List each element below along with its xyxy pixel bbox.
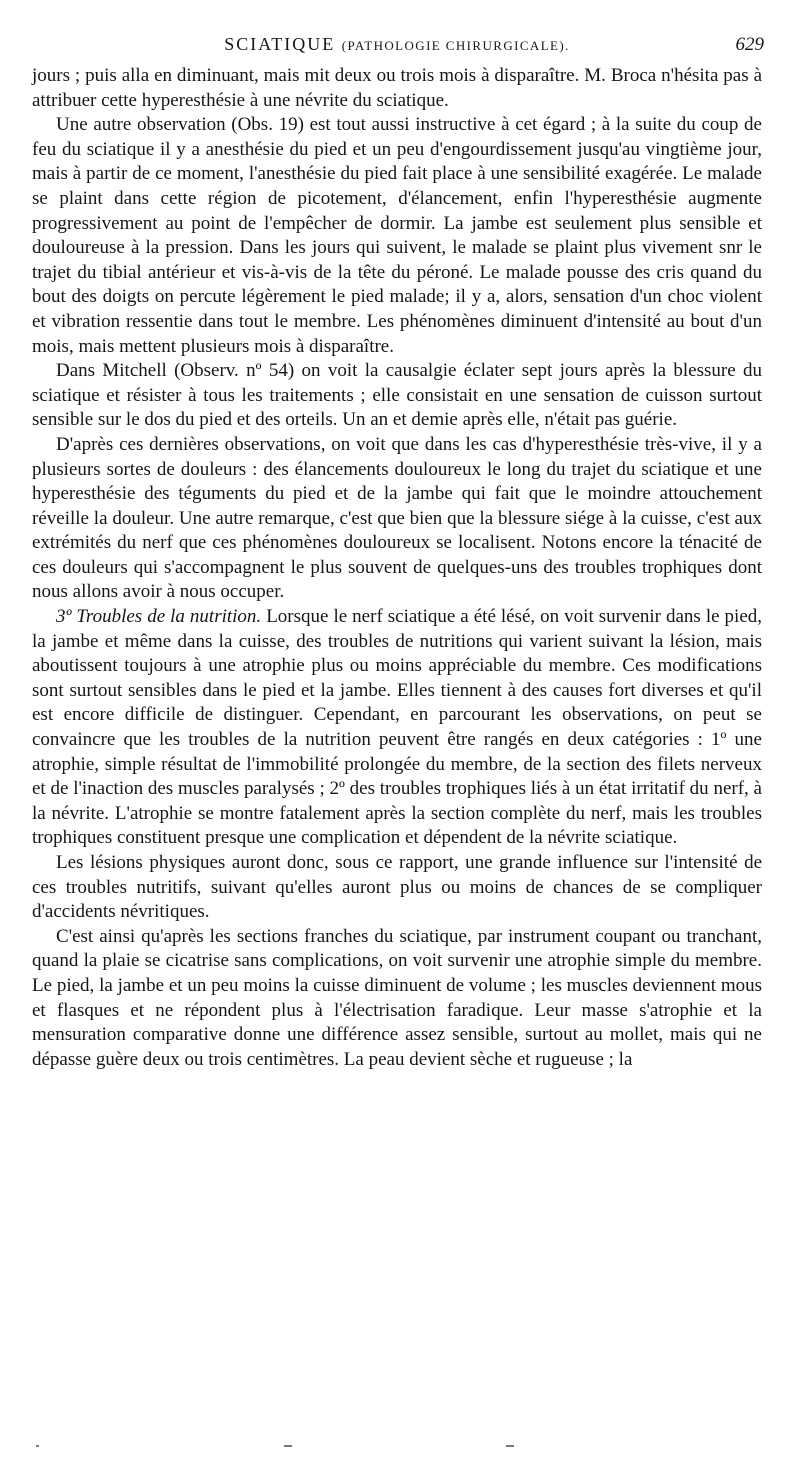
scan-mark — [36, 1445, 39, 1447]
section-heading: 3º Troubles de la nutrition. — [56, 606, 262, 628]
page-number: 629 — [735, 34, 764, 55]
paragraph-6: Les lésions physiques auront donc, sous ce rapport, une grande influence sur l'intensité de ces troubles nutritifs, suivant qu'elles auront plus ou moins de chances de se compliquer d'accidents névritiques. — [32, 852, 762, 923]
paragraph-4: D'après ces dernières observations, on voit que dans les cas d'hyperesthésie très-vive, il y a plusieurs sortes de douleurs : des élancements douloureux le long du trajet du sciatique et une hyperesthésie des téguments du pied et de la jambe qui fait que le moindre attouchement réveille la douleur. Une autre remarque, c'est que bien que la blessure siége à la cuisse, c'est aux extrémités du nerf que ces phénomènes douloureux se localisent. Notons encore la ténacité de ces douleurs qui s'accompagnent le plus souvent de quelques-uns des troubles trophiques dont nous allons avoir à nous occuper. — [32, 433, 762, 603]
scan-mark — [506, 1445, 514, 1447]
running-header — [32, 28, 762, 64]
header-title — [32, 34, 762, 55]
paragraph-5 — [32, 605, 762, 851]
paragraph-3: Dans Mitchell (Observ. nº 54) on voit la causalgie éclater sept jours après la blessure du sciatique et résister à tous les traitements ; elle consistait en une sensation de cuisson surtout sensible sur le dos du pied et des orteils. Un an et demie après elle, n'était pas guérie. — [32, 360, 762, 431]
header-title-sub: (PATHOLOGIE CHIRURGICALE). — [341, 38, 570, 53]
paragraph-5-text: Lorsque le nerf sciatique a été lésé, on voit survenir dans le pied, la jambe et même dans la cuisse, des troubles de nutritions qui varient suivant la lésion, mais aboutissent toujours à une atrophie plus ou moins appréciable du membre. Ces modifications sont surtout sensibles dans le pied et la jambe. Elles tiennent à des causes fort diverses et qu'il est encore difficile de distinguer. Cependant, en parcourant les observations, on peut se convaincre que les troubles de la nutrition peuvent être rangés en deux catégories : 1º une atrophie, simple résultat de l'immobilité prolongée du membre, de la section des filets nerveux et de l'inaction des muscles paralysés ; 2º des troubles trophiques liés à un état irritatif du nerf, à la névrite. L'atrophie se montre fatalement après la section complète du nerf, mais les troubles trophiques constituent presque une complication et dépendent de la névrite sciatique. — [32, 606, 763, 849]
header-title-main: SCIATIQUE — [224, 34, 336, 54]
scan-mark — [284, 1445, 292, 1447]
paragraph-2: Une autre observation (Obs. 19) est tout aussi instructive à cet égard ; à la suite du coup de feu du sciatique il y a anesthésie du pied et un peu d'engourdissement jusqu'au vingtième jour, mais à partir de ce moment, l'anesthésie du pied fait place à une sensibilité exagérée. Le malade se plaint dans cette région de picotement, d'élancement, enfin l'hyperesthésie augmente progressivement au point de l'empêcher de dormir. La jambe est seulement plus sensible et douloureuse à la pression. Dans les jours qui suivent, le malade se plaint plus vivement snr le trajet du tibial antérieur et vis-à-vis de la tête du péroné. Le malade pousse des cris quand du bout des doigts on percute légèrement le pied malade; il y a, alors, sensation d'un choc violent et vibration ressentie dans tout le membre. Les phénomènes diminuent d'intensité au bout d'un mois, mais mettent plusieurs mois à disparaître. — [32, 114, 762, 357]
paragraph-7: C'est ainsi qu'après les sections franches du sciatique, par instrument coupant ou tranchant, quand la plaie se cicatrise sans complications, on voit survenir une atrophie simple du membre. Le pied, la jambe et un peu moins la cuisse diminuent de volume ; les muscles deviennent mous et flasques et ne répondent plus à l'électrisation faradique. Leur masse s'atrophie et la mensuration comparative donne une différence assez sensible, surtout au mollet, mais qui ne dépasse guère deux ou trois centimètres. La peau devient sèche et rugueuse ; la — [32, 925, 762, 1070]
scan-footer-marks — [0, 1445, 800, 1455]
paragraph-1: jours ; puis alla en diminuant, mais mit deux ou trois mois à disparaître. M. Broca n'hésita pas à attribuer cette hyperesthésie à une névrite du sciatique. — [32, 65, 762, 111]
body-text — [32, 64, 762, 1072]
